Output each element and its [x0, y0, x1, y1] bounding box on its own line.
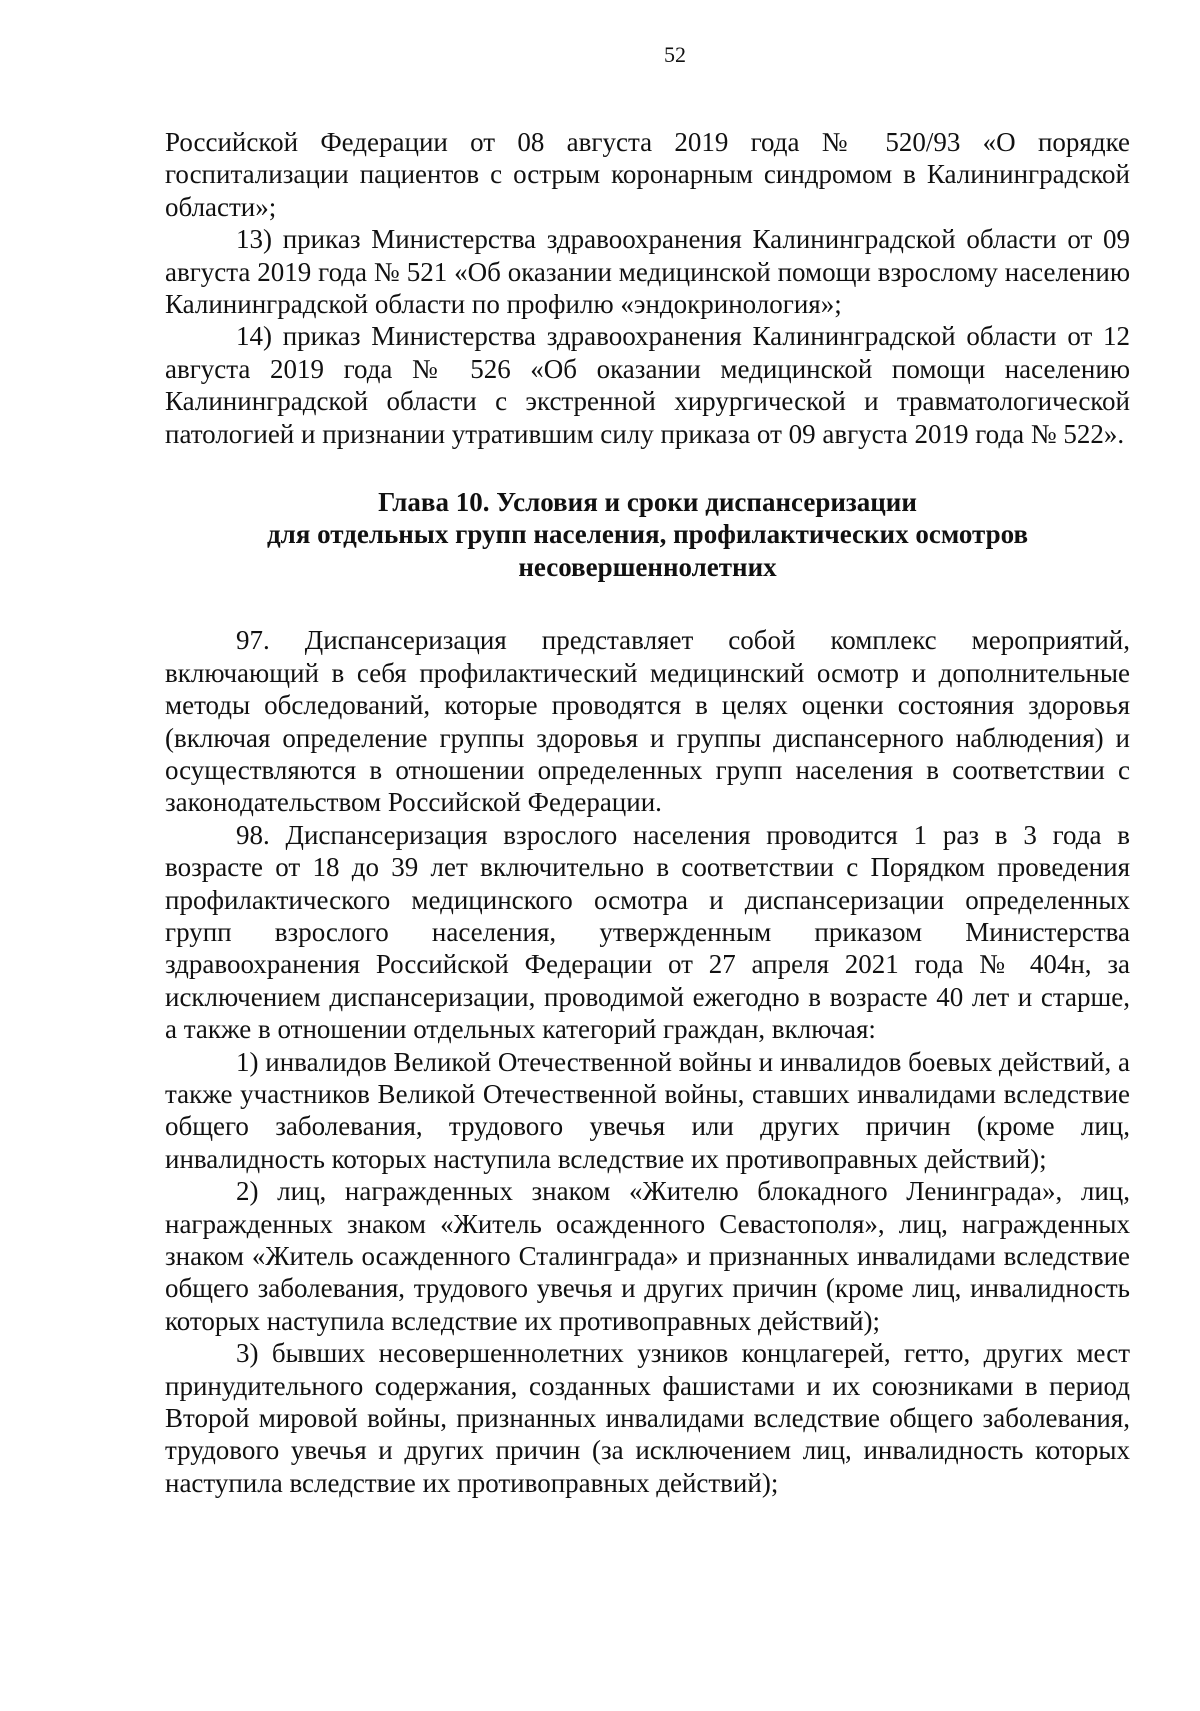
- intro-paragraph: Российской Федерации от 08 августа 2019 года № 520/93 «О порядке госпитализации пациентов с острым коронарным синдромом в Калининградской области»;: [165, 127, 1130, 222]
- chapter-title-line-3: несовершеннолетних: [518, 551, 777, 582]
- chapter-title-line-2: для отдельных групп населения, профилактических осмотров: [266, 519, 1029, 550]
- list-item-14: 14) приказ Министерства здравоохранения Калининградской области от 12 августа 2019 года № 526 «Об оказании медицинской помощи населению Калининградской области с экстренной хирургической и травматологической патологией и признании утратившим силу приказа от 09 августа 2019 года № 522».: [165, 321, 1130, 449]
- document-page: [165, 40, 1130, 1499]
- chapter-title-line-1: Глава 10. Условия и сроки диспансеризации: [378, 487, 917, 518]
- list-item-1: 1) инвалидов Великой Отечественной войны и инвалидов боевых действий, а также участников Великой Отечественной войны, ставших инвалидами вследствие общего заболевания, трудового увечья или других причин (кроме лиц, инвалидность которых наступила вследствие их противоправных действий);: [165, 1046, 1130, 1174]
- paragraph-98: 98. Диспансеризация взрослого населения проводится 1 раз в 3 года в возрасте от 18 до 39 лет включительно в соответствии с Порядком проведения профилактического медицинского осмотра и диспансеризации определенных групп взрослого населения, утвержденным приказом Министерства здравоохранения Российской Федерации от 27 апреля 2021 года № 404н, за исключением диспансеризации, проводимой ежегодно в возрасте 40 лет и старше, а также в отношении отдельных категорий граждан, включая:: [165, 819, 1130, 1045]
- chapter-heading: [165, 486, 1130, 583]
- page-number: 52: [664, 42, 686, 67]
- list-item-13: 13) приказ Министерства здравоохранения Калининградской области от 09 августа 2019 года № 521 «Об оказании медицинской помощи взрослому населению Калининградской области по профилю «эндокринология»;: [165, 224, 1130, 320]
- list-item-2: 2) лиц, награжденных знаком «Жителю блокадного Ленинграда», лиц, награжденных знаком «Житель осажденного Севастополя», лиц, награжденных знаком «Житель осажденного Сталинграда» и признанных инвалидами вследствие общего заболевания, трудового увечья и других причин (кроме лиц, инвалидность которых наступила вследствие их противоправных действий);: [165, 1176, 1130, 1336]
- paragraph-97: 97. Диспансеризация представляет собой комплекс мероприятий, включающий в себя профилактический медицинский осмотр и дополнительные методы обследований, которые проводятся в целях оценки состояния здоровья (включая определение группы здоровья и группы диспансерного наблюдения) и осуществляются в отношении определенных групп населения в соответствии с законодательством Российской Федерации.: [165, 625, 1130, 818]
- list-item-3: 3) бывших несовершеннолетних узников концлагерей, гетто, других мест принудительного содержания, созданных фашистами и их союзниками в период Второй мировой войны, признанных инвалидами вследствие общего заболевания, трудового увечья и других причин (за исключением лиц, инвалидность которых наступила вследствие их противоправных действий);: [165, 1338, 1130, 1498]
